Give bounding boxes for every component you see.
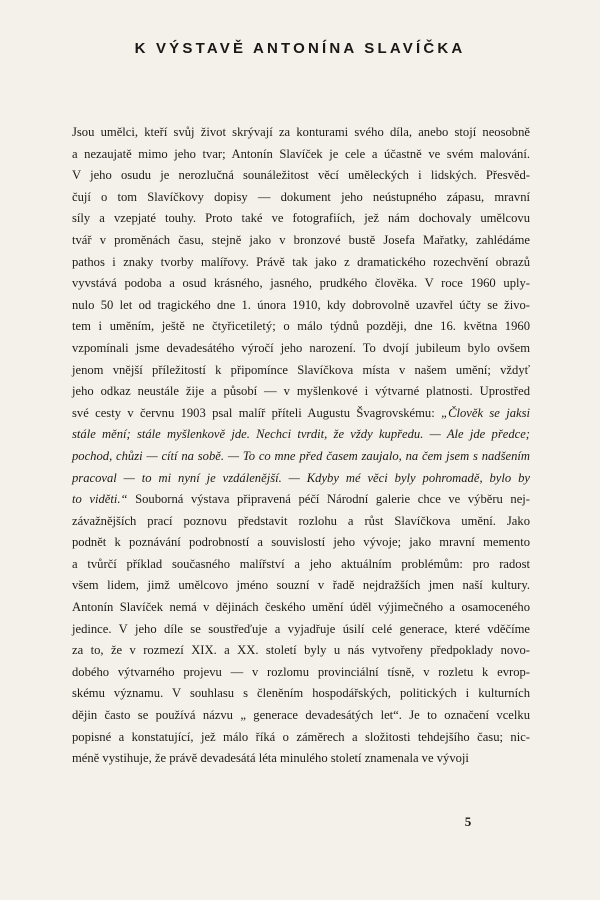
text-segment: za to, že v rozmezí XIX. a XX. století byly u nás vytvořeny předpoklady novo- <box>72 643 530 658</box>
quoted-text: to viděti.“ <box>72 492 128 507</box>
text-segment: čují o tom Slavíčkovy dopisy — dokument jeho neústupného zápasu, mravní <box>72 189 530 204</box>
text-line <box>72 144 530 166</box>
quoted-text: stále mění; stále myšlenkově jde. Nechci tvrdit, že vždy kupředu. — Ale jde předce; <box>72 427 530 442</box>
text-line <box>72 683 530 705</box>
text-line <box>72 727 530 749</box>
text-segment: a tvůrčí příklad současného malířství a jeho aktuálním problémům: pro radost <box>72 556 530 571</box>
text-line <box>72 230 530 252</box>
page-title: K VÝSTAVĚ ANTONÍNA SLAVÍČKA <box>134 40 466 57</box>
text-segment: Souborná výstava připravená péčí Národní galerie chce ve výběru nej- <box>127 492 530 507</box>
text-segment: vzpomínali jsme devadesátého výročí jeho narození. To dvojí jubileum bylo ovšem <box>72 340 530 355</box>
text-line <box>72 489 530 511</box>
text-line <box>72 640 530 662</box>
text-line <box>72 532 530 554</box>
text-segment: pathos i znaky tvorby malířovy. Právě tak jako z dramatického rozechvění obrazů <box>72 254 530 269</box>
text-segment: tvář v proměnách času, stejně jako v bronzové bustě Josefa Mařatky, zahlédáme <box>72 232 530 247</box>
text-segment: skému významu. V souhlasu s členěním hospodářských, politických i kulturních <box>72 686 530 701</box>
text-line <box>72 316 530 338</box>
text-line <box>72 619 530 641</box>
text-line <box>72 252 530 274</box>
text-line <box>72 338 530 360</box>
text-segment: závažnějších prací poznovu představit rozlohu a růst Slavíčkova umění. Jako <box>72 513 530 528</box>
text-line <box>72 446 530 468</box>
text-segment: vyvstává podoba a osud krásného, jasného, prudkého člověka. V roce 1960 uply- <box>72 276 530 291</box>
text-segment: své cesty v červnu 1903 psal malíř příteli Augustu Švagrovskému: <box>72 405 442 420</box>
text-line <box>72 424 530 446</box>
text-line <box>72 208 530 230</box>
page-number: 5 <box>464 814 472 829</box>
text-segment: všem lidem, jimž umělcovo jméno souzní v řadě nejdražších jmen naší kultury. <box>72 578 530 593</box>
text-line <box>72 187 530 209</box>
text-line <box>72 554 530 576</box>
text-line <box>72 511 530 533</box>
text-line <box>72 403 530 425</box>
text-segment: podnět k poznávání podrobností a souvislostí jeho vývoje; jako mravní memento <box>72 535 530 550</box>
text-line <box>72 381 530 403</box>
text-line <box>72 662 530 684</box>
text-segment: dobého výtvarného projevu — v rozlomu provinciální tísně, v rozletu k evrop- <box>72 664 530 679</box>
text-line <box>72 468 530 490</box>
text-segment: síly a vzepjaté touhy. Proto také ve fotografiích, jež nám dochovaly umělcovu <box>72 211 530 226</box>
text-segment: dějin často se používá názvu „ generace devadesátých let“. Je to označení vcelku <box>72 708 530 723</box>
text-segment: Jsou umělci, kteří svůj život skrývají za konturami svého díla, anebo stojí neosobně <box>72 125 530 139</box>
text-segment: nulo 50 let od tragického dne 1. února 1910, kdy dobrovolně uzavřel účty se živo- <box>72 297 530 312</box>
text-line <box>72 748 530 770</box>
text-line <box>72 575 530 597</box>
text-segment: a nezaujatě mimo jeho tvar; Antonín Slavíček je cele a účastně ve svém malování. <box>72 146 530 161</box>
quoted-text: pochod, chůzi — cítí na sobě. — To co mne před časem zaujalo, na čem jsem s nadšením <box>72 448 530 463</box>
text-segment: tem i uměním, ještě ne čtyřicetiletý; o málo týdnů později, dne 16. května 1960 <box>72 319 530 334</box>
text-line <box>72 273 530 295</box>
text-segment: V jeho osudu je nerozlučná sounáležitost věcí uměleckých i lidských. Přesvěd- <box>72 168 530 183</box>
text-segment: Antonín Slavíček nemá v dějinách českého umění úděl výjimečného a osamoceného <box>72 600 530 615</box>
article-body <box>72 122 530 770</box>
quoted-text: „Člověk se jaksi <box>441 405 530 420</box>
text-segment: jenom vnější příležitostí k připomínce Slavíčkova místa v našem umění; vždyť <box>72 362 530 377</box>
text-line <box>72 360 530 382</box>
text-segment: jedince. V jeho díle se soustřeďuje a vyjadřuje úsilí celé generace, které vděčíme <box>72 621 530 636</box>
text-line <box>72 165 530 187</box>
text-line <box>72 597 530 619</box>
text-line <box>72 705 530 727</box>
text-segment: popisné a konstatující, jež málo říká o záměrech a složitosti tehdejšího času; nic- <box>72 729 530 744</box>
text-line <box>72 295 530 317</box>
text-segment: jeho odkaz neustále žije a působí — v myšlenkové i výtvarné platnosti. Uprostřed <box>72 384 530 399</box>
text-segment: méně vystihuje, že právě devadesátá léta minulého století znamenala ve vývoji <box>72 751 469 766</box>
text-line <box>72 122 530 144</box>
quoted-text: pracoval — to mi nyní je vzdálenější. — Kdyby mé věci byly pohromadě, bylo by <box>72 470 530 485</box>
